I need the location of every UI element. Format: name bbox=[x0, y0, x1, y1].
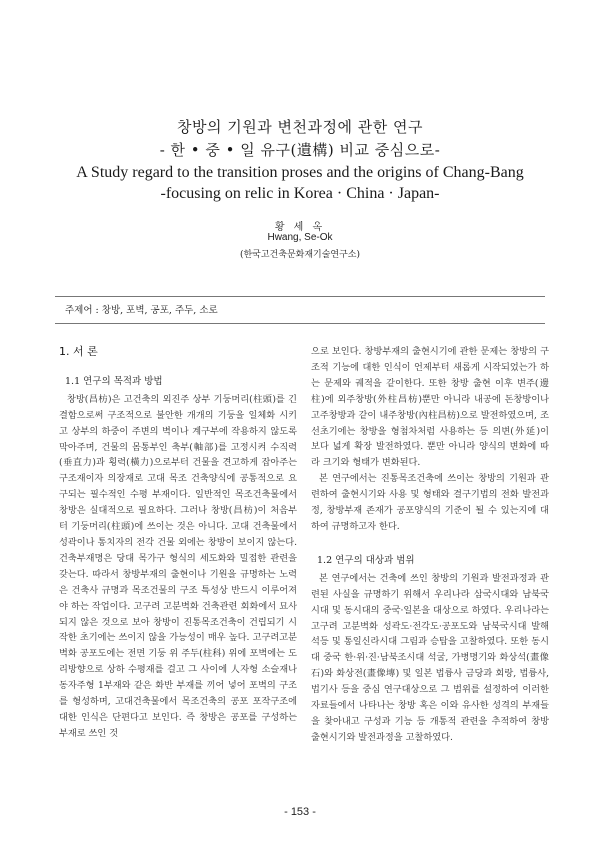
paragraph-continuation: 으로 보인다. 창방부재의 출현시기에 관한 문제는 창방의 구조적 기능에 대한 인식이 언제부터 새롭게 시작되었는가 하는 문제와 궤적을 같이한다. 또한 창방 출현 이후 변주(邊柱)에 외주창방(外柱昌枋)뿐만 아니라 내공에 돈창방이나 고주창방과 같이 내주창방(內柱昌枋)으로 발전하였으며, 조선초기에는 창방을 형첨차처럼 사용하는 등 의변(外延)이 보다 넓게 확장 발전하였다. 뿐만 아니라 양식의 변화에 따라 크기와 형태가 변화된다. bbox=[311, 346, 549, 469]
paragraph-research-goal: 본 연구에서는 진통목조건축에 쓰이는 창방의 기원과 관련하여 출현시기와 사용 및 형태와 결구기법의 전화 발전과정, 창방부재 존재가 공포양식의 기준이 될 수 있는지에 대하여 규명하고자 한다. bbox=[311, 473, 549, 532]
affiliation: (한국고건축문화재기술연구소) bbox=[239, 250, 361, 260]
keywords: 주제어 : 창방, 포벽, 공포, 주두, 소로 bbox=[65, 305, 218, 316]
subsection-heading-scope: 1.2 연구의 대상과 범위 bbox=[317, 554, 415, 566]
subsection-heading-purpose: 1.1 연구의 목적과 방법 bbox=[65, 375, 163, 387]
author-en: Hwang, Se-Ok bbox=[267, 232, 333, 243]
subtitle-en: -focusing on relic in Korea · China · Japan- bbox=[160, 185, 440, 202]
section-heading-intro: 1. 서 론 bbox=[59, 345, 98, 358]
right-column bbox=[311, 344, 549, 746]
subtitle-ko: - 한 • 중 • 일 유구(遺構) 비교 중심으로- bbox=[159, 141, 441, 159]
author-ko: 황 세 옥 bbox=[274, 222, 326, 233]
title-ko: 창방의 기원과 변천과정에 관한 연구 bbox=[177, 118, 423, 136]
left-column bbox=[59, 344, 297, 742]
page-number: - 153 - bbox=[284, 806, 316, 818]
paragraph-scope: 본 연구에서는 건축에 쓰인 창방의 기원과 발전과정과 관련된 사실을 규명하기 위해서 우리나라 삼국시대와 남북국시대 및 동시대의 중국·일본을 대상으로 하였다. 우리나라는 고구려 고분벽화 성곽도·전각도·공포도와 남북국시대 발해 석등 및 통일신라시대 그림과 승탑을 고찰하였다. 또한 동시대 중국 한·위·진·남북조시대 석굴, 가병명기와 화상석(畫像石)와 화상전(畫像塼) 및 일본 법륭사 금당과 회랑, 법륭사, 법기사 등을 중심 연구대상으로 그 범위를 설정하여 이러한 자료들에서 나타나는 창방 혹은 이와 유사한 성격의 부재들을 찾아내고 구성과 기능 등 개통적 관련을 추적하여 창방 출현시기와 발전과정을 고찰하였다. bbox=[311, 572, 549, 743]
keywords-box bbox=[55, 296, 545, 324]
title-en: A Study regard to the transition proses and the origins of Chang-Bang bbox=[76, 164, 524, 181]
paragraph-purpose: 창방(昌枋)은 고건축의 외진주 상부 기둥머리(柱頭)를 긴결함으로써 구조적으로 불안한 개개의 기둥을 일체화 시키고 상부의 하중이 주변의 벽이나 계구부에 작용하지 않도록 막아주며, 건물의 몸통부인 축부(軸部)를 고정시켜 수직력(垂直力)과 횡력(橫力)으로부터 건물을 견고하게 잡아주는 구조재이자 의장재로 고대 목조 건축양식에 공통적으로 요구되는 필수적인 수평 부재이다. 일반적인 목조건축물에서 창방은 실대적으로 필요하다. 그러나 창방(昌枋)이 처음부터 기둥머리(柱頭)에 쓰이는 것은 아니다. 고대 건축물에서 성곽이나 통치자의 전각 건물 외에는 창방이 보이지 않는다. 건축부재명은 당대 목가구 형식의 세도화와 밀접한 관련을 갖는다. 따라서 창방부재의 출현이나 기원을 규명하는 노력은 건축사 규명과 목조건물의 구조 특성상 반드시 이루어져야 하는 작업이다. 고구려 고분벽화 건축관련 회화에서 묘사되지 않은 것으로 보아 창방이 진통목조건축이 건립되기 시작한 초기에는 쓰이지 않을 가능성이 매우 높다. 고구려고분벽화 공포도에는 전면 기둥 위 주두(柱科) 위에 포벽에는 도리방향으로 상하 수평재를 걸고 그 사이에 人자형 소슬재나 동자주형 1부재와 같은 화반 부재를 끼어 넣어 포벽의 구조를 형성하며, 고대건축물에서 목조건축의 공포 포작구조에 대한 인식은 단편다고 보인다. 즉 창방은 공포를 구성하는 부재로 쓰인 것 bbox=[59, 393, 297, 739]
